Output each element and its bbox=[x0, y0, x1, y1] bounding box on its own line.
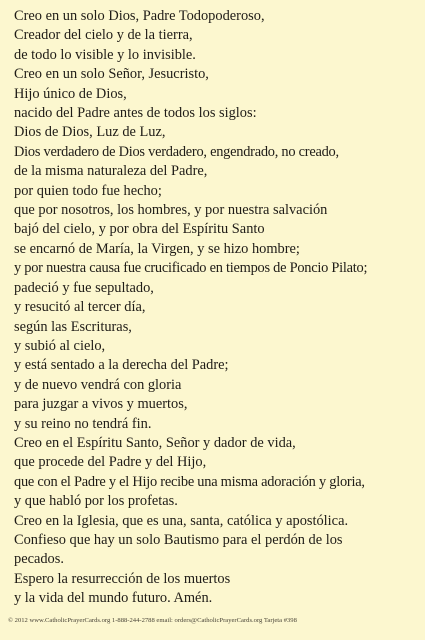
prayer-line: Dios de Dios, Luz de Luz, bbox=[14, 124, 166, 141]
prayer-line: y por nuestra causa fue crucificado en tiempos de Poncio Pilato; bbox=[14, 260, 368, 277]
prayer-line: que con el Padre y el Hijo recibe una misma adoración y gloria, bbox=[14, 473, 365, 490]
prayer-line: que por nosotros, los hombres, y por nuestra salvación bbox=[14, 202, 328, 219]
prayer-line: Creo en un solo Señor, Jesucristo, bbox=[14, 66, 209, 83]
prayer-line: y de nuevo vendrá con gloria bbox=[14, 376, 182, 393]
prayer-line: y que habló por los profetas. bbox=[14, 493, 178, 510]
prayer-line: Confieso que hay un solo Bautismo para el perdón de los bbox=[14, 531, 343, 548]
prayer-line: según las Escrituras, bbox=[14, 318, 132, 335]
prayer-line: Creo en el Espíritu Santo, Señor y dador de vida, bbox=[14, 434, 296, 451]
prayer-line: y resucitó al tercer día, bbox=[14, 299, 146, 316]
prayer-line: pecados. bbox=[14, 551, 64, 568]
prayer-line: padeció y fue sepultado, bbox=[14, 279, 154, 296]
prayer-line: nacido del Padre antes de todos los siglos: bbox=[14, 105, 257, 122]
prayer-line: y su reino no tendrá fin. bbox=[14, 415, 152, 432]
prayer-line: y la vida del mundo futuro. Amén. bbox=[14, 590, 213, 607]
prayer-line: se encarnó de María, la Virgen, y se hizo hombre; bbox=[14, 240, 300, 257]
prayer-line: para juzgar a vivos y muertos, bbox=[14, 396, 188, 413]
prayer-line: y está sentado a la derecha del Padre; bbox=[14, 357, 229, 374]
prayer-line: Hijo único de Dios, bbox=[14, 85, 127, 102]
prayer-line: Creo en un solo Dios, Padre Todopoderoso, bbox=[14, 8, 265, 24]
prayer-line: Creador del cielo y de la tierra, bbox=[14, 27, 193, 44]
prayer-line: que procede del Padre y del Hijo, bbox=[14, 454, 207, 471]
prayer-line: de la misma naturaleza del Padre, bbox=[14, 163, 208, 180]
prayer-line: de todo lo visible y lo invisible. bbox=[14, 46, 196, 63]
prayer-line: por quien todo fue hecho; bbox=[14, 182, 162, 199]
copyright-footer: © 2012 www.CatholicPrayerCards.org 1-888-244-2788 email: orders@CatholicPrayerCards.org Tarjeta #398 bbox=[8, 617, 297, 624]
prayer-line: Creo en la Iglesia, que es una, santa, católica y apostólica. bbox=[14, 512, 349, 529]
prayer-line: Dios verdadero de Dios verdadero, engendrado, no creado, bbox=[14, 143, 339, 160]
prayer-line: bajó del cielo, y por obra del Espíritu Santo bbox=[14, 221, 265, 238]
prayer-line: Espero la resurrección de los muertos bbox=[14, 570, 231, 587]
creed-text bbox=[14, 7, 419, 609]
prayer-line: y subió al cielo, bbox=[14, 337, 106, 354]
